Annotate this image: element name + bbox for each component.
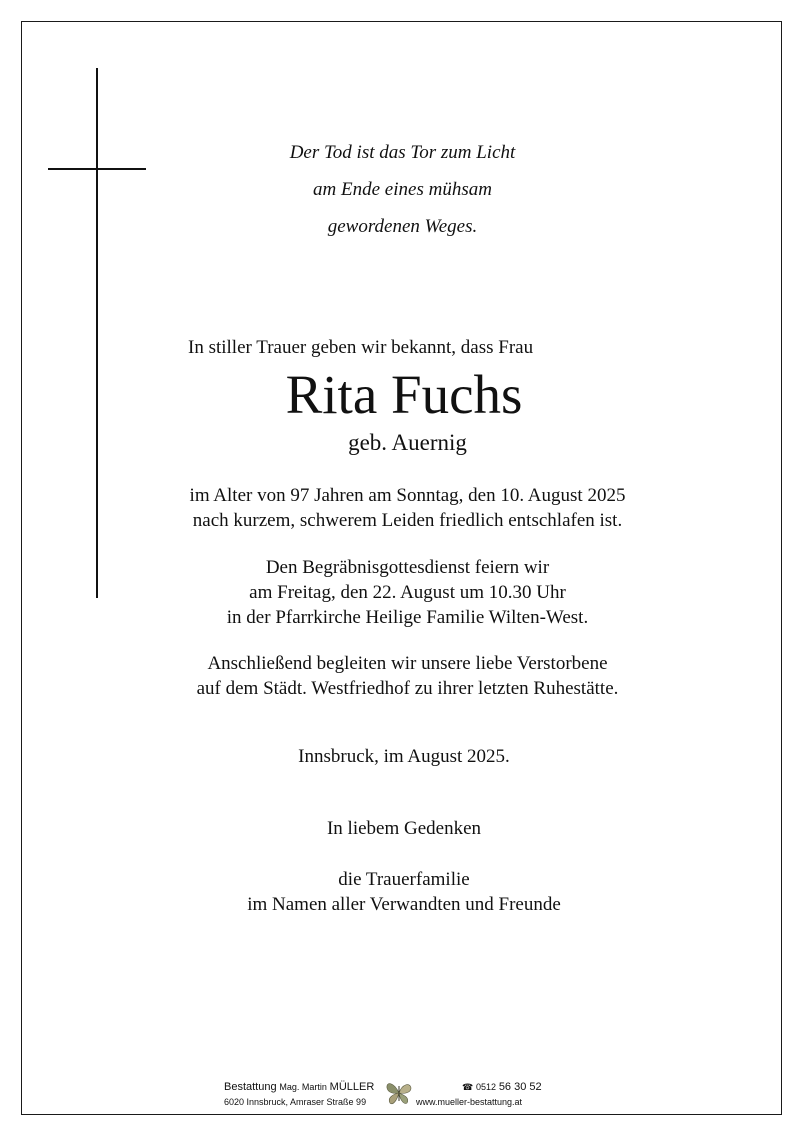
contact-info [416,1080,542,1109]
funeral-home-footer [0,1080,805,1110]
service-line: Den Begräbnisgottesdienst feiern wir [265,557,550,578]
company-title: Mag. Martin [279,1082,327,1092]
service-line: in der Pfarrkirche Heilige Familie Wilten-West. [226,607,589,628]
phone-number[interactable]: 56 30 52 [498,1081,542,1093]
service-details [0,555,805,630]
butterfly-icon [385,1080,413,1106]
company-address: 6020 Innsbruck, Amraser Straße 99 [224,1097,367,1107]
quote-line: am Ende eines mühsam [313,179,492,200]
maiden-name: geb. Auernig [348,430,467,455]
memorial-quote [0,134,805,245]
burial-line: auf dem Städt. Westfriedhof zu ihrer letzten Ruhestätte. [196,678,619,699]
announcement-intro: In stiller Trauer geben wir bekannt, dass Frau [188,337,534,358]
company-prefix: Bestattung [224,1081,277,1093]
company-name-line [224,1080,374,1095]
quote-line: Der Tod ist das Tor zum Licht [289,142,516,163]
death-details [0,483,805,533]
company-name: MÜLLER [329,1081,375,1093]
death-line: nach kurzem, schwerem Leiden friedlich entschlafen ist. [192,510,623,531]
family-line: die Trauerfamilie [338,869,470,890]
burial-line: Anschließend begleiten wir unsere liebe Verstorbene [207,653,608,674]
memory-line: In liebem Gedenken [326,818,482,839]
family-signature [0,867,805,917]
family-line: im Namen aller Verwandten und Freunde [247,894,561,915]
phone-icon: ☎ [462,1082,474,1092]
funeral-home-info [224,1080,374,1109]
website-link[interactable]: www.mueller-bestattung.at [416,1097,523,1107]
place-date: Innsbruck, im August 2025. [298,746,510,767]
death-line: im Alter von 97 Jahren am Sonntag, den 10. August 2025 [189,485,626,506]
quote-line: gewordenen Weges. [327,216,478,237]
deceased-name: Rita Fuchs [285,364,523,425]
phone-line [416,1080,542,1095]
burial-details [0,651,805,701]
service-line: am Freitag, den 22. August um 10.30 Uhr [249,582,566,603]
phone-area-code: 0512 [476,1082,497,1092]
